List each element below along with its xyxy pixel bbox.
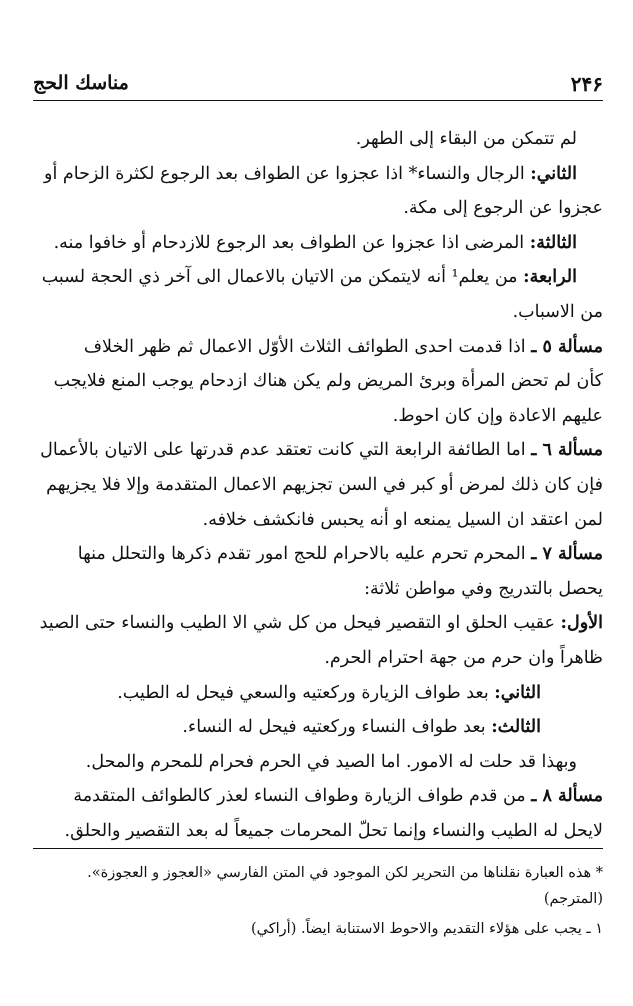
issue-label: مسألة ٧ ـ [531, 544, 603, 565]
text-line: كأن لم تحض المرأة وبرئ المريض ولم يكن هناك ازدحام يوجب المنع فلايجب [53, 371, 603, 392]
text-line: يحصل بالتدريج وفي مواطن ثلاثة: [364, 578, 603, 599]
text-line: مسألة ٧ ـ المحرم تحرم عليه بالاحرام للحج امور تقدم ذكرها والتحلل منها [77, 544, 603, 565]
text-line: الثاني: بعد طواف الزيارة وركعتيه والسعي فيحل له الطيب. [117, 682, 541, 703]
text-line: وبهذا قد حلت له الامور. اما الصيد في الحرم فحرام للمحرم والمحل. [85, 751, 577, 772]
text-line: من الاسباب. [512, 301, 603, 322]
main-text [33, 122, 603, 848]
section-label: الثاني: [494, 682, 541, 703]
text-line: ظاهراً وان حرم من جهة احترام الحرم. [324, 647, 603, 668]
text-line: مسألة ٦ ـ اما الطائفة الرابعة التي كانت تعتقد عدم قدرتها على الاتيان بالأعمال [40, 440, 603, 461]
issue-label: مسألة ٨ ـ [531, 786, 603, 807]
text-line: عليهم الاعادة وإن كان احوط. [392, 405, 603, 426]
text-line: مسألة ٥ ـ اذا قدمت احدى الطوائف الثلاث الأوّل الاعمال ثم ظهر الخلاف [83, 336, 603, 357]
issue-label: مسألة ٦ ـ [531, 440, 603, 461]
text-line: عجزوا عن الرجوع إلى مكة. [403, 198, 603, 219]
section-label: الثالثة: [529, 232, 577, 253]
section-label: الرابعة: [523, 267, 577, 288]
text-line: الثالثة: المرضى اذا عجزوا عن الطواف بعد الرجوع للازدحام أو خافوا منه. [53, 232, 577, 253]
text-line: لم تتمكن من البقاء إلى الطهر. [355, 129, 577, 149]
section-label: الثاني: [530, 163, 577, 184]
text-line: لايحل له الطيب والنساء وإنما تحلّ المحرمات جميعاً له بعد التقصير والحلق. [64, 820, 603, 841]
text-line: الأول: عقيب الحلق او التقصير فيحل من كل شي الا الطيب والنساء حتى الصيد [39, 613, 603, 634]
running-title: مناسك الحج [33, 72, 129, 94]
text-line: الثالث: بعد طواف النساء وركعتيه فيحل له النساء. [182, 717, 541, 738]
issue-label: مسألة ٥ ـ [531, 336, 603, 357]
text-line: لمن اعتقد ان السيل يمنعه او أنه يحبس فانكشف خلافه. [202, 509, 603, 530]
section-label: الثالث: [491, 717, 541, 738]
footnote: ١ ـ يجب على هؤلاء التقديم والاحوط الاستنابة ايضاً. (أراكي) [251, 921, 603, 937]
footnote: (المترجم) [543, 891, 603, 907]
page-number: ۲۴۶ [570, 72, 603, 96]
footnote: * هذه العبارة نقلناها من التحرير لكن الموجود في المتن الفارسي «العجوز و العجوزة». [87, 865, 603, 881]
text-line: الثاني: الرجال والنساء* اذا عجزوا عن الطواف بعد الرجوع لكثرة الزحام أو [44, 163, 577, 184]
page-header [33, 70, 603, 101]
section-label: الأول: [560, 613, 603, 634]
text-line: الرابعة: من يعلم¹ أنه لايتمكن من الاتيان بالاعمال الى آخر ذي الحجة لسبب [41, 267, 577, 288]
text-line: مسألة ٨ ـ من قدم طواف الزيارة وطواف النساء لعذر كالطوائف المتقدمة [73, 786, 603, 807]
footnotes [33, 860, 603, 942]
footnote-divider [33, 848, 603, 849]
text-line: فإن كان ذلك لمرض أو كبر في السن تجزيهم الاعمال المتقدمة وإلا فلا يجزيهم [46, 474, 603, 495]
